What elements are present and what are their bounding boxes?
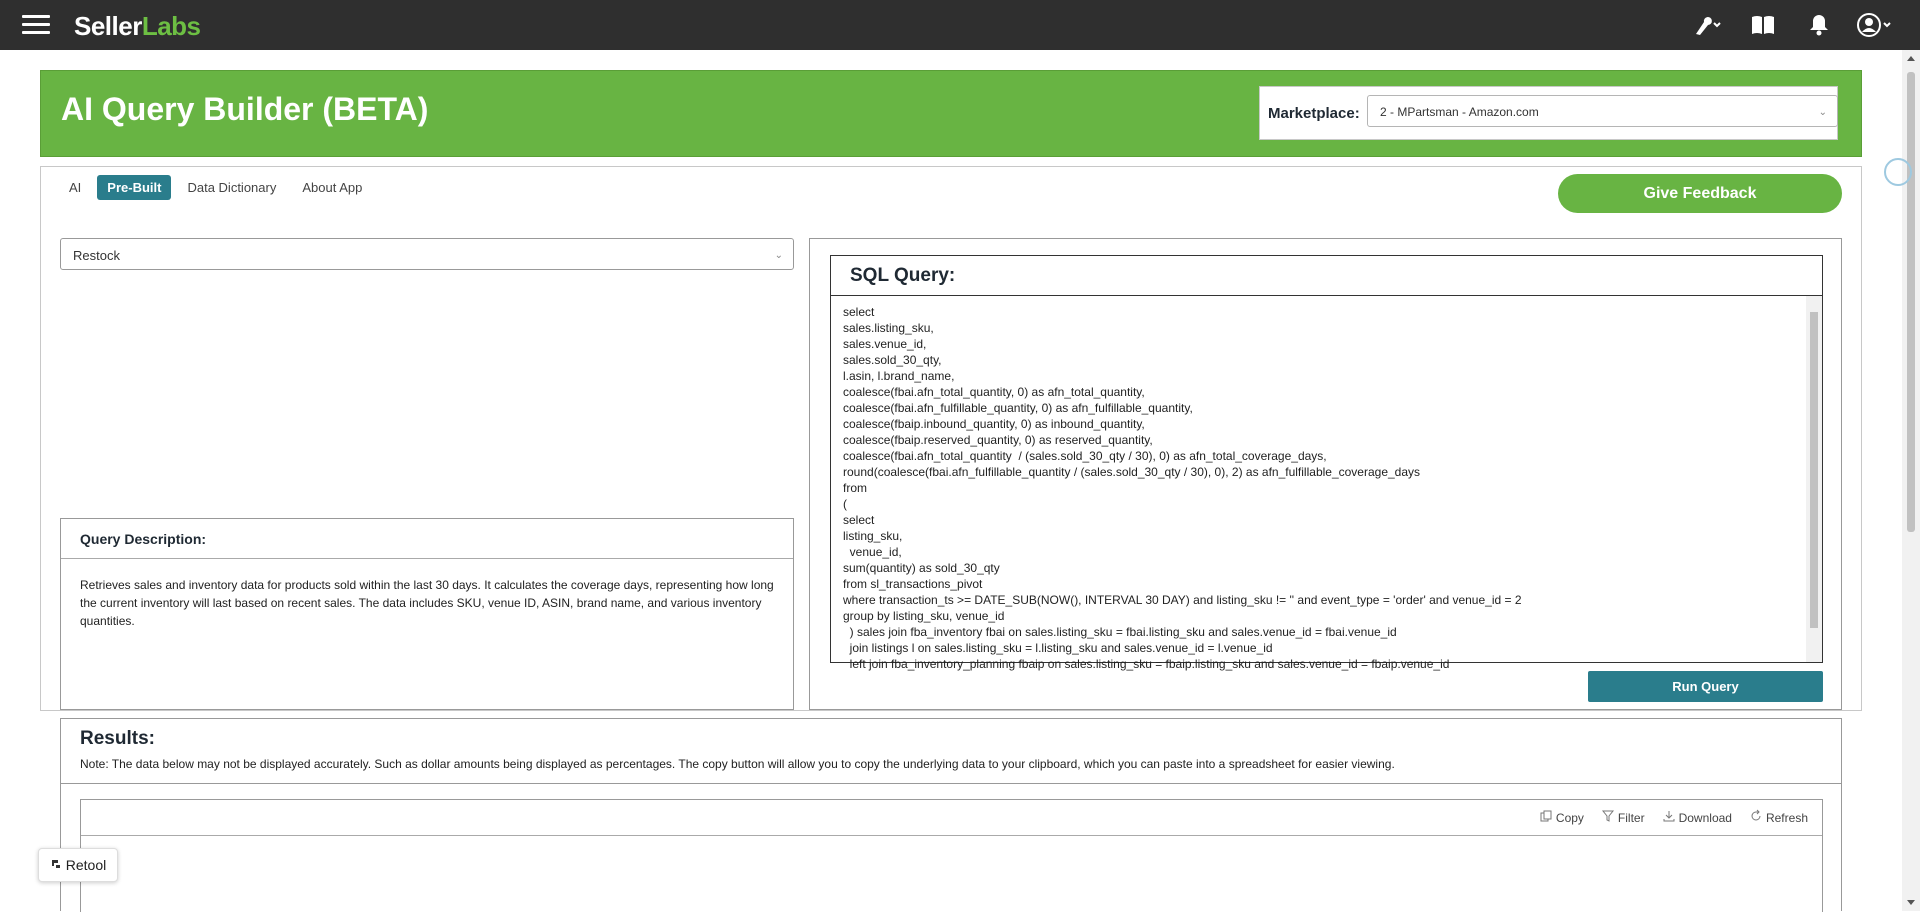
page-header-banner: [40, 70, 1862, 157]
filter-icon: [1602, 810, 1614, 825]
retool-badge[interactable]: [38, 848, 118, 882]
marketplace-container: [1259, 86, 1838, 140]
floating-assistant-icon[interactable]: [1884, 158, 1912, 186]
results-panel: [60, 718, 1842, 911]
prebuilt-query-select[interactable]: [60, 238, 794, 270]
tab-bar: [40, 166, 1862, 223]
results-toolbar: [81, 800, 1822, 836]
sql-query-editor[interactable]: select sales.listing_sku, sales.venue_id, sales.sold_30_qty, l.asin, l.brand_name, coalesce(fbai.afn_total_quantity, 0) as afn_total_quantity, coalesce(fbai.afn_fulfillable_quantity, 0) as afn_fulfillable_quantity, coalesce(fbaip.inbound_quantity, 0) as inbound_quantity, coalesce(fbaip.reserved_quantity, 0) as reserved_quantity, coalesce(fbai.afn_total_quantity / (sales.sold_30_qty / 30), 0) as afn_total_coverage_days, round(coalesce(fbai.afn_fulfillable_quantity / (sales.sold_30_qty / 30), 0), 2) as afn_fulfillable_coverage_days from ( select listing_sku, venue_id, sum(quantity) as sold_30_qty from sl_transactions_pivot where transaction_ts >= DATE_SUB(NOW(), INTERVAL 30 DAY) and listing_sku != '' and event_type = 'order' and venue_id = 2 group by listing_sku, venue_id ) sales join fba_inventory fbai on sales.listing_sku = fbai.listing_sku and sales.venue_id = fbai.venue_id join listings l on sales.listing_sku = l.listing_sku and sales.venue_id = l.venue_id left join fba_inventory_planning fbaip on sales.listing_sku = fbaip.listing_sku and sales.venue_id = fbaip.venue_id: [843, 305, 1522, 671]
tab-pre-built[interactable]: Pre-Built: [97, 175, 171, 200]
book-icon[interactable]: [1748, 12, 1778, 38]
tab-ai[interactable]: AI: [69, 180, 82, 195]
tab-data-dictionary[interactable]: Data Dictionary: [187, 180, 277, 195]
sellerlabs-logo[interactable]: [74, 11, 201, 42]
chevron-down-icon: ⌄: [1818, 107, 1827, 118]
marketplace-select[interactable]: [1367, 95, 1838, 127]
hamburger-menu-icon[interactable]: [22, 15, 50, 35]
copy-label: Copy: [1555, 810, 1584, 825]
top-navbar: [0, 0, 1920, 50]
marketplace-selected-value: 2 - MPartsman - Amazon.com: [1380, 105, 1539, 119]
refresh-label: Refresh: [1765, 810, 1808, 825]
query-description-text: Retrieves sales and inventory data for products sold within the last 30 days. It calculates the coverage days, representing how long the current inventory will last based on recent sales. The data includes SKU, venue ID, ASIN, brand name, and various inventory quantities.: [80, 578, 774, 628]
page-title: AI Query Builder (BETA): [61, 91, 429, 127]
filter-label: Filter: [1617, 810, 1645, 825]
copy-button[interactable]: [1540, 810, 1584, 825]
refresh-icon: [1750, 810, 1762, 825]
results-note: Note: The data below may not be displayed accurately. Such as dollar amounts being displayed as percentages. The copy button will allow you to copy the underlying data to your clipboard, which you can paste into a spreadsheet for easier viewing.: [80, 757, 1395, 771]
query-description-panel: [60, 518, 794, 710]
bell-icon[interactable]: [1804, 12, 1834, 38]
give-feedback-button[interactable]: Give Feedback: [1558, 174, 1842, 213]
results-title: Results:: [80, 728, 155, 749]
logo-part-labs: Labs: [141, 11, 201, 41]
tools-icon[interactable]: [1692, 12, 1722, 38]
sql-query-title: SQL Query:: [831, 256, 1822, 296]
copy-icon: [1540, 810, 1552, 825]
results-table: [80, 799, 1823, 912]
sql-scrollbar[interactable]: [1806, 296, 1822, 662]
sql-panel: [809, 238, 1842, 710]
retool-icon: [50, 857, 62, 873]
download-label: Download: [1678, 810, 1732, 825]
query-description-title: Query Description:: [61, 519, 793, 559]
tab-about-app[interactable]: About App: [302, 180, 363, 195]
filter-button[interactable]: [1602, 810, 1645, 825]
run-query-button[interactable]: Run Query: [1588, 671, 1823, 702]
marketplace-label: Marketplace:: [1268, 105, 1360, 122]
logo-part-seller: Seller: [74, 11, 142, 41]
sql-query-box: [830, 255, 1823, 671]
download-button[interactable]: [1663, 810, 1732, 825]
user-icon[interactable]: [1860, 12, 1890, 38]
prebuilt-query-value: Restock: [73, 248, 120, 263]
chevron-down-icon: ⌄: [774, 250, 783, 261]
refresh-button[interactable]: [1750, 810, 1808, 825]
download-icon: [1663, 810, 1675, 825]
retool-label: Retool: [65, 857, 107, 873]
